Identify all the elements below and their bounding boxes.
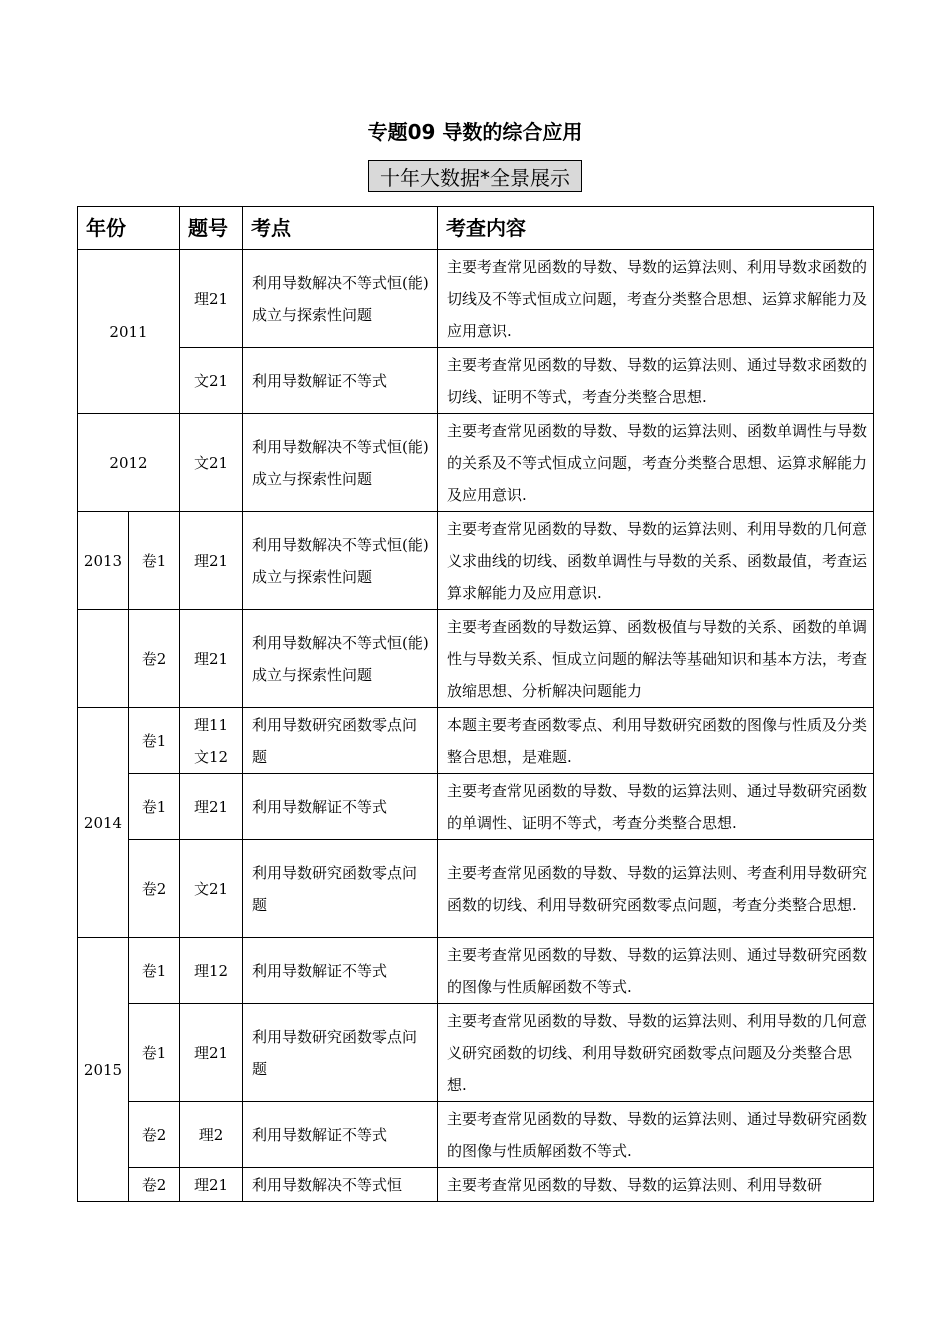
problem-line: 理11 [193,715,229,734]
header-year: 年份 [78,207,180,250]
table-row [78,1168,874,1202]
table-row [78,610,874,708]
paper-cell: 卷1 [129,512,180,610]
year-cell: 2015 [78,938,129,1202]
problem-cell [180,708,243,774]
table-row [78,348,874,414]
problem-line: 文12 [193,747,229,766]
page-title: 专题09 导数的综合应用 [367,120,583,144]
exam-analysis-table [77,206,874,1202]
problem-cell: 理21 [180,610,243,708]
content-cell: 主要考查常见函数的导数、导数的运算法则、通过导数求函数的切线、证明不等式，考查分类整合思想. [438,348,874,414]
year-cell: 2014 [78,708,129,938]
content-cell: 主要考查常见函数的导数、导数的运算法则、利用导数研 [438,1168,874,1202]
paper-cell: 卷2 [129,610,180,708]
content-cell: 主要考查常见函数的导数、导数的运算法则、利用导数的几何意义求曲线的切线、函数单调性与导数的关系、函数最值，考查运算求解能力及应用意识. [438,512,874,610]
point-cell: 利用导数研究函数零点问题 [243,708,438,774]
content-cell: 主要考查常见函数的导数、导数的运算法则、利用导数的几何意义研究函数的切线、利用导数研究函数零点问题及分类整合思想. [438,1004,874,1102]
point-cell: 利用导数解证不等式 [243,1102,438,1168]
point-cell: 利用导数解决不等式恒(能)成立与探索性问题 [243,414,438,512]
subtitle-text: 十年大数据*全景展示 [380,165,570,190]
content-cell: 主要考查常见函数的导数、导数的运算法则、通过导数研究函数的图像与性质解函数不等式. [438,1102,874,1168]
header-problem: 题号 [180,207,243,250]
table-row [78,1102,874,1168]
point-cell: 利用导数解证不等式 [243,774,438,840]
content-cell: 主要考查常见函数的导数、导数的运算法则、函数单调性与导数的关系及不等式恒成立问题，考查分类整合思想、运算求解能力及应用意识. [438,414,874,512]
paper-cell: 卷2 [129,1102,180,1168]
year-cell-empty [78,610,129,708]
point-cell: 利用导数解决不等式恒(能)成立与探索性问题 [243,250,438,348]
content-cell: 主要考查常见函数的导数、导数的运算法则、考查利用导数研究函数的切线、利用导数研究函数零点问题，考查分类整合思想. [438,840,874,938]
table-row [78,414,874,512]
year-cell: 2012 [78,414,180,512]
problem-cell: 理21 [180,1168,243,1202]
table-header-row [78,207,874,250]
problem-cell: 文21 [180,414,243,512]
problem-cell: 文21 [180,840,243,938]
paper-cell: 卷1 [129,708,180,774]
table-row [78,708,874,774]
header-point: 考点 [243,207,438,250]
problem-cell: 理2 [180,1102,243,1168]
year-cell: 2011 [78,250,180,414]
point-cell: 利用导数解决不等式恒 [243,1168,438,1202]
table-row [78,250,874,348]
header-content: 考查内容 [438,207,874,250]
point-cell: 利用导数研究函数零点问题 [243,840,438,938]
paper-cell: 卷1 [129,1004,180,1102]
point-cell: 利用导数解证不等式 [243,938,438,1004]
content-cell: 主要考查函数的导数运算、函数极值与导数的关系、函数的单调性与导数关系、恒成立问题的解法等基础知识和基本方法，考查放缩思想、分析解决问题能力 [438,610,874,708]
paper-cell: 卷2 [129,840,180,938]
content-cell: 主要考查常见函数的导数、导数的运算法则、通过导数研究函数的单调性、证明不等式，考查分类整合思想. [438,774,874,840]
year-cell: 2013 [78,512,129,610]
table-row [78,774,874,840]
problem-cell: 理21 [180,512,243,610]
problem-cell: 理21 [180,250,243,348]
point-cell: 利用导数解证不等式 [243,348,438,414]
problem-cell: 文21 [180,348,243,414]
table-row [78,840,874,938]
paper-cell: 卷1 [129,774,180,840]
paper-cell: 卷2 [129,1168,180,1202]
problem-cell: 理21 [180,774,243,840]
point-cell: 利用导数研究函数零点问题 [243,1004,438,1102]
content-cell: 主要考查常见函数的导数、导数的运算法则、通过导数研究函数的图像与性质解函数不等式. [438,938,874,1004]
table-row [78,512,874,610]
problem-cell: 理21 [180,1004,243,1102]
content-cell: 本题主要考查函数零点、利用导数研究函数的图像与性质及分类整合思想，是难题. [438,708,874,774]
table-row [78,938,874,1004]
point-cell: 利用导数解决不等式恒(能)成立与探索性问题 [243,512,438,610]
point-cell: 利用导数解决不等式恒(能)成立与探索性问题 [243,610,438,708]
problem-cell: 理12 [180,938,243,1004]
table-row [78,1004,874,1102]
subtitle-banner [368,160,582,192]
paper-cell: 卷1 [129,938,180,1004]
content-cell: 主要考查常见函数的导数、导数的运算法则、利用导数求函数的切线及不等式恒成立问题，考查分类整合思想、运算求解能力及应用意识. [438,250,874,348]
